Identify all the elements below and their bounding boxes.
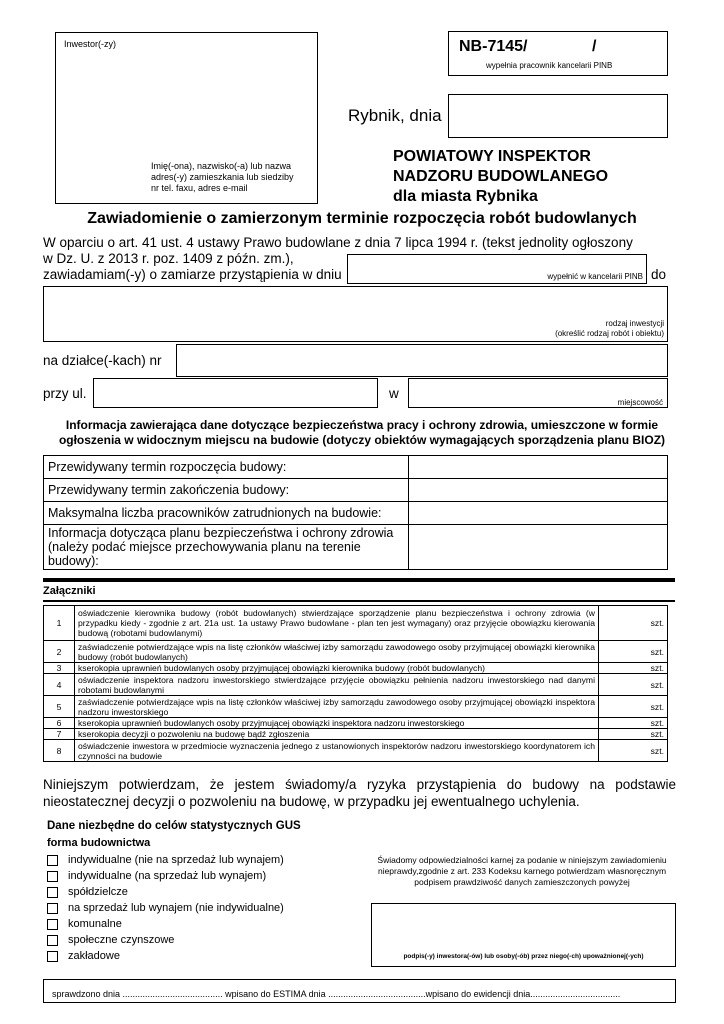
option-label: społeczne czynszowe — [68, 934, 175, 946]
option-label: zakładowe — [68, 950, 120, 962]
attachments-underline — [43, 600, 675, 602]
case-number-label: NB-7145/ — [459, 38, 528, 55]
office-footer-box — [43, 979, 676, 1003]
liability-statement: Świadomy odpowiedzialności karnej za podanie w niniejszym zawiadomieniu nieprawdy,zgodnie z art. 233 Kodeksu karnego potwierdzam własnoręcznym podpisem prawdziwość danych zamieszczonych powyżej — [377, 855, 667, 887]
date-field[interactable] — [448, 94, 668, 138]
w-label: w — [389, 386, 399, 401]
option-label: komunalne — [68, 918, 122, 930]
divider — [43, 578, 675, 582]
info-label: Przewidywany termin zakończenia budowy: — [44, 479, 409, 502]
attachments-table — [43, 605, 668, 762]
signature-box[interactable] — [371, 903, 676, 967]
attachment-number: 6 — [44, 718, 75, 729]
street-field[interactable] — [93, 378, 378, 408]
attachment-number: 3 — [44, 663, 75, 674]
option-label: na sprzedaż lub wynajem (nie indywidualne) — [68, 902, 284, 914]
checkbox[interactable] — [47, 903, 58, 914]
attachment-text: oświadczenie inwestora w przedmiocie wyznaczenia jednego z ustanowionych inspektorów nadzoru inwestorskiego koordynatorem ich czynności na budowie — [75, 740, 599, 762]
attachment-text: kserokopia uprawnień budowlanych osoby przyjmującej obowiązki kierownika budowy (robót budowlanych) — [75, 663, 599, 674]
construction-info-table — [43, 455, 668, 570]
attachment-count[interactable]: szt. — [599, 641, 668, 663]
attachment-count[interactable]: szt. — [599, 674, 668, 696]
info-label: Maksymalna liczba pracowników zatrudnionych na budowie: — [44, 502, 409, 525]
attachment-count[interactable]: szt. — [599, 729, 668, 740]
start-date-field[interactable] — [347, 254, 647, 284]
checkbox[interactable] — [47, 871, 58, 882]
date-label: Rybnik, dnia — [348, 106, 442, 125]
checkbox[interactable] — [47, 951, 58, 962]
gus-heading: Dane niezbędne do celów statystycznych GUS — [47, 820, 301, 832]
attachment-number: 2 — [44, 641, 75, 663]
attachment-count[interactable]: szt. — [599, 606, 668, 641]
checkbox[interactable] — [47, 855, 58, 866]
safety-info-heading: Informacja zawierająca dane dotyczące bezpieczeństwa pracy i ochrony zdrowia, umieszczone w formie ogłoszenia w widocznym miejscu na budowie (dotyczy obiektów wymagających sporządzenia planu BIOZ) — [58, 418, 666, 447]
option-label: indywidualne (nie na sprzedaż lub wynajem) — [68, 854, 284, 866]
investment-caption: rodzaj inwestycji (określić rodzaj robót i obiektu) — [555, 319, 664, 338]
signature-caption: podpis(-y) inwestora(-ów) lub osoby(-ób) przez niego(-ch) upoważnionej(-ych) — [403, 953, 644, 960]
info-value-workers[interactable] — [409, 502, 668, 525]
attachment-text: zaświadczenie potwierdzające wpis na listę członków właściwej izby samorządu zawodowego osoby przyjmującej obowiązki inspektora nadzoru inwestorskiego — [75, 696, 599, 718]
attachment-count[interactable]: szt. — [599, 740, 668, 762]
attachment-count[interactable]: szt. — [599, 718, 668, 729]
case-number-box[interactable] — [448, 31, 668, 76]
attachment-text: oświadczenie kierownika budowy (robót budowlanych) stwierdzające sporządzenie planu bezpieczeństwa i ochrony zdrowia (w przypadku kiedy - zgodnie z art. 21a ust. 1a ustawy Prawo budowlane - plan ten jest wymagany) oraz przyjęcie obowiązku kierowania budową (robotami budowlanymi) — [75, 606, 599, 641]
addressee: POWIATOWY INSPEKTOR NADZORU BUDOWLANEGO dla miasta Rybnika — [393, 148, 609, 205]
investor-label: Inwestor(-zy) — [64, 39, 117, 49]
document-title: Zawiadomienie o zamierzonym terminie rozpoczęcia robót budowlanych — [87, 210, 637, 227]
attachment-number: 5 — [44, 696, 75, 718]
option-label: spółdzielcze — [68, 886, 128, 898]
intro-text: W oparciu o art. 41 ust. 4 ustawy Prawo budowlane z dnia 7 lipca 1994 r. (tekst jednolity ogłoszony w Dz. U. z 2013 r. poz. 1409 z późn. zm.), zawiadamiam(-y) o zamiarze przystąpienia w dniu — [43, 235, 633, 282]
attachments-heading: Załączniki — [43, 585, 96, 597]
attachment-text: zaświadczenie potwierdzające wpis na listę członków właściwej izby samorządu zawodowego osoby przyjmującej obowiązki kierownika budowy (robót budowlanych) — [75, 641, 599, 663]
attachment-text: kserokopia uprawnień budowlanych osoby przyjmującej obowiązki inspektora nadzoru inwestorskiego — [75, 718, 599, 729]
plot-number-field[interactable] — [176, 344, 668, 377]
attachment-number: 7 — [44, 729, 75, 740]
info-value-bioz[interactable] — [409, 525, 668, 570]
attachment-number: 4 — [44, 674, 75, 696]
investor-box[interactable] — [55, 32, 318, 204]
do-label: do — [651, 267, 667, 282]
office-note: wypełnić w kancelarii PINB — [547, 272, 643, 281]
option-label: indywidualne (na sprzedaż lub wynajem) — [68, 870, 267, 882]
attachment-count[interactable]: szt. — [599, 663, 668, 674]
attachment-count[interactable]: szt. — [599, 696, 668, 718]
case-number-separator: / — [592, 38, 597, 55]
street-label: przy ul. — [43, 386, 87, 401]
confirmation-text: Niniejszym potwierdzam, że jestem świadomy/a ryzyka przystąpienia do budowy na podstawie nieostatecznej decyzji o pozwoleniu na budowę, w przypadku jej ewentualnego uchylenia. — [43, 777, 676, 809]
checkbox[interactable] — [47, 887, 58, 898]
investment-type-field[interactable] — [43, 286, 668, 342]
info-label: Przewidywany termin rozpoczęcia budowy: — [44, 456, 409, 479]
locality-note: miejscowość — [617, 398, 663, 407]
locality-field[interactable] — [408, 378, 668, 408]
attachment-text: kserokopia decyzji o pozwoleniu na budowę bądź zgłoszenia — [75, 729, 599, 740]
info-label: Informacja dotycząca planu bezpieczeństwa i ochrony zdrowia (należy podać miejsce przechowywania planu na terenie budowy): — [44, 525, 409, 570]
office-footer-text: sprawdzono dnia ........................................ wpisano do ESTIMA dnia .......................................wpisano do ewidencji dnia.................................... — [52, 989, 621, 999]
plot-label: na działce(-kach) nr — [43, 353, 162, 368]
case-number-note: wypełnia pracownik kancelarii PINB — [486, 61, 613, 70]
info-value-end[interactable] — [409, 479, 668, 502]
attachment-text: oświadczenie inspektora nadzoru inwestorskiego stwierdzające przyjęcie obowiązku pełnienia nadzoru inwestorskiego nad danymi robotami budowlanymi — [75, 674, 599, 696]
attachment-number: 1 — [44, 606, 75, 641]
info-value-start[interactable] — [409, 456, 668, 479]
gus-subheading: forma budownictwa — [47, 837, 151, 849]
investor-hint: Imię(-ona), nazwisko(-a) lub nazwa adres(-y) zamieszkania lub siedziby nr tel. faxu, adres e-mail — [151, 161, 294, 193]
checkbox[interactable] — [47, 919, 58, 930]
checkbox[interactable] — [47, 935, 58, 946]
attachment-number: 8 — [44, 740, 75, 762]
